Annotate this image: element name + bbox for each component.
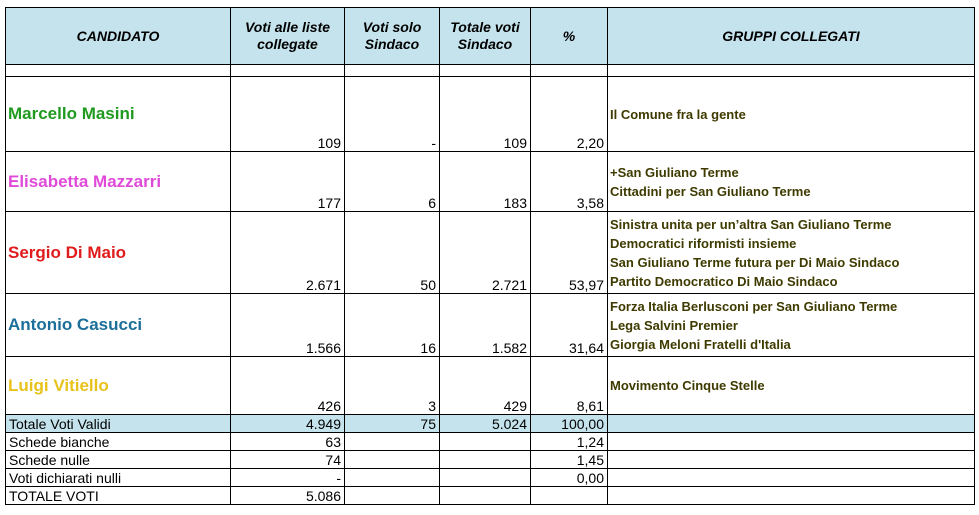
- blank-ballots-percent: 1,24: [531, 433, 608, 451]
- total-valid-mayor-only: 75: [345, 415, 440, 433]
- candidate-name: Marcello Masini: [6, 77, 231, 152]
- mayor-only-votes: 50: [345, 212, 440, 294]
- linked-groups: [608, 77, 975, 152]
- total-votes: 2.721: [440, 212, 531, 294]
- linked-group-name: Cittadini per San Giuliano Terme: [610, 183, 811, 199]
- spacer-row: [6, 65, 975, 77]
- blank-ballots-label: Schede bianche: [6, 433, 231, 451]
- linked-group-name: Partito Democratico Di Maio Sindaco: [610, 273, 838, 289]
- election-results-table: [5, 7, 975, 505]
- header-mayor-only: Voti solo Sindaco: [345, 8, 440, 65]
- null-ballots-row: [6, 451, 975, 469]
- declared-null-row: [6, 469, 975, 487]
- list-votes: 1.566: [231, 294, 345, 357]
- linked-group-name: Democratici riformisti insieme: [610, 235, 797, 251]
- total-valid-list-votes: 4.949: [231, 415, 345, 433]
- total-votes: 183: [440, 152, 531, 212]
- total-votes: 109: [440, 77, 531, 152]
- list-votes: 2.671: [231, 212, 345, 294]
- declared-null-label: Voti dichiarati nulli: [6, 469, 231, 487]
- total-votes-row: [6, 487, 975, 505]
- blank-ballots-row: [6, 433, 975, 451]
- linked-group-name: Sinistra unita per un’altra San Giuliano Terme: [610, 216, 892, 232]
- total-votes-label: TOTALE VOTI: [6, 487, 231, 505]
- blank-ballots-count: 63: [231, 433, 345, 451]
- linked-group-name: Il Comune fra la gente: [610, 106, 746, 122]
- mayor-only-votes: 16: [345, 294, 440, 357]
- linked-groups: [608, 294, 975, 357]
- total-valid-percent: 100,00: [531, 415, 608, 433]
- linked-groups: [608, 212, 975, 294]
- header-row: [6, 8, 975, 65]
- candidate-row: [6, 357, 975, 415]
- candidate-row: [6, 77, 975, 152]
- candidate-name: Luigi Vitiello: [6, 357, 231, 415]
- mayor-only-votes: -: [345, 77, 440, 152]
- linked-group-name: Lega Salvini Premier: [610, 317, 738, 333]
- mayor-only-votes: 6: [345, 152, 440, 212]
- total-valid-label: Totale Voti Validi: [6, 415, 231, 433]
- header-groups: GRUPPI COLLEGATI: [608, 8, 975, 65]
- null-ballots-count: 74: [231, 451, 345, 469]
- total-votes-count: 5.086: [231, 487, 345, 505]
- list-votes: 109: [231, 77, 345, 152]
- null-ballots-label: Schede nulle: [6, 451, 231, 469]
- candidate-row: [6, 294, 975, 357]
- list-votes: 177: [231, 152, 345, 212]
- candidate-name: Antonio Casucci: [6, 294, 231, 357]
- total-valid-row: [6, 415, 975, 433]
- linked-group-name: San Giuliano Terme futura per Di Maio Sindaco: [610, 254, 900, 270]
- header-percent: %: [531, 8, 608, 65]
- header-total-mayor: Totale voti Sindaco: [440, 8, 531, 65]
- declared-null-count: -: [231, 469, 345, 487]
- declared-null-percent: 0,00: [531, 469, 608, 487]
- total-votes: 429: [440, 357, 531, 415]
- percent: 53,97: [531, 212, 608, 294]
- percent: 8,61: [531, 357, 608, 415]
- percent: 31,64: [531, 294, 608, 357]
- linked-groups: [608, 152, 975, 212]
- linked-groups: [608, 357, 975, 415]
- total-valid-total: 5.024: [440, 415, 531, 433]
- candidate-name: Elisabetta Mazzarri: [6, 152, 231, 212]
- linked-group-name: +San Giuliano Terme: [610, 164, 739, 180]
- null-ballots-percent: 1,45: [531, 451, 608, 469]
- candidate-row: [6, 212, 975, 294]
- candidate-row: [6, 152, 975, 212]
- mayor-only-votes: 3: [345, 357, 440, 415]
- total-votes: 1.582: [440, 294, 531, 357]
- linked-group-name: Movimento Cinque Stelle: [610, 378, 765, 393]
- percent: 2,20: [531, 77, 608, 152]
- header-candidate: CANDIDATO: [6, 8, 231, 65]
- linked-group-name: Giorgia Meloni Fratelli d'Italia: [610, 336, 791, 352]
- list-votes: 426: [231, 357, 345, 415]
- candidate-name: Sergio Di Maio: [6, 212, 231, 294]
- percent: 3,58: [531, 152, 608, 212]
- header-list-votes: Voti alle liste collegate: [231, 8, 345, 65]
- linked-group-name: Forza Italia Berlusconi per San Giuliano Terme: [610, 298, 898, 314]
